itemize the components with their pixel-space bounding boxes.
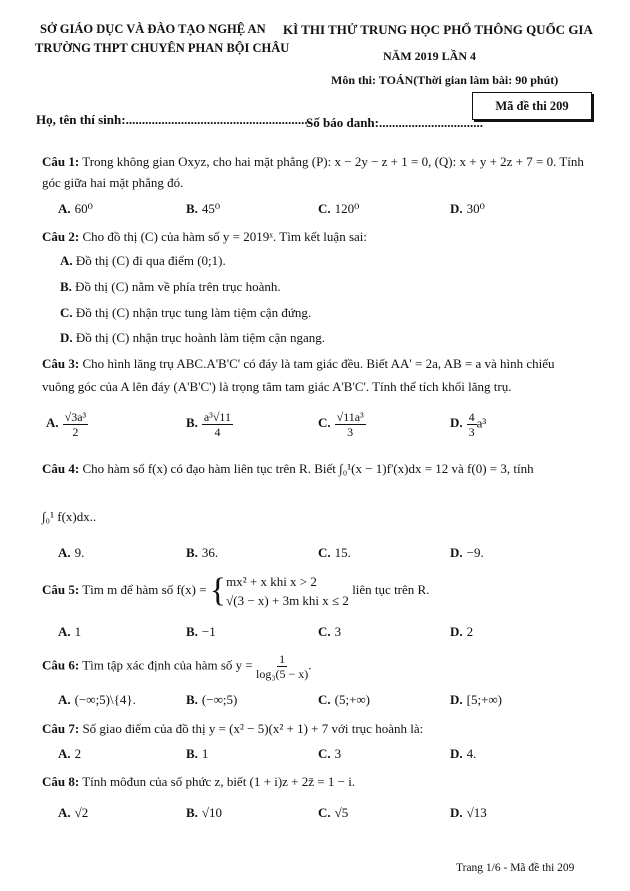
q2-option-d: D. Đồ thị (C) nhận trục hoành làm tiệm cận ngang. xyxy=(60,330,325,345)
q3-option-b: B. $\frac{\text{a³√11}}{4}$ xyxy=(186,410,231,439)
question-1: Câu 1: Trong không gian Oxyz, cho hai mặt phẳng (P): x − 2y − z + 1 = 0, (Q): x + y + 2z + 7 = 0. Tính xyxy=(42,154,584,169)
q5-case-1: mx² + x khi x > 2 xyxy=(226,574,317,589)
q4-option-a: A. 9. xyxy=(58,545,85,560)
question-8: Câu 8: Tính môđun của số phức z, biết (1 + i)z + 2z̄ = 1 − i. xyxy=(42,774,356,789)
q1-option-d: D. 30⁰ xyxy=(450,201,485,216)
page-footer: Trang 1/6 - Mã đề thi 209 xyxy=(456,862,575,874)
q5-case-2: √(3 − x) + 3m khi x ≤ 2 xyxy=(226,593,349,608)
candidate-name-field: Họ, tên thí sinh:......................................................... xyxy=(36,112,311,127)
q5-option-a: A. 1 xyxy=(58,624,82,639)
q2-option-a: A. Đồ thị (C) đi qua điểm (0;1). xyxy=(60,253,226,268)
question-6: Câu 6: Tìm tập xác định của hàm số y = $\frac{1}{\text{log₃(5 − x)}}$ . xyxy=(42,652,312,681)
q6-option-a: A. (−∞;5)\{4}. xyxy=(58,692,136,707)
question-1-text-2: góc giữa hai mặt phẳng đó. xyxy=(42,175,184,190)
question-4: Câu 4: Cho hàm số f(x) có đạo hàm liên tục trên R. Biết ∫₀¹(x − 1)f'(x)dx = 12 và f(0) = 3, tính xyxy=(42,461,534,476)
question-7: Câu 7: Số giao điểm của đồ thị y = (x² − 5)(x² + 1) + 7 với trục hoành là: xyxy=(42,721,424,736)
q5-option-d: D. 2 xyxy=(450,624,474,639)
q1-option-c: C. 120⁰ xyxy=(318,201,360,216)
q8-option-d: D. √13 xyxy=(450,805,487,820)
q7-option-d: D. 4. xyxy=(450,746,477,761)
question-1-text: Trong không gian Oxyz, cho hai mặt phẳng (P): x − 2y − z + 1 = 0, (Q): x + y + 2z + 7 = 0. Tính xyxy=(82,154,584,169)
q2-option-b: B. Đồ thị (C) nằm về phía trên trục hoành. xyxy=(60,279,281,294)
question-4-text-2: ∫₀¹ f(x)dx.. xyxy=(42,509,97,524)
question-3: Câu 3: Cho hình lăng trụ ABC.A'B'C' có đáy là tam giác đều. Biết AA' = 2a, AB = a và hình chiếu xyxy=(42,356,555,371)
q5-option-c: C. 3 xyxy=(318,624,342,639)
q8-option-a: A. √2 xyxy=(58,805,89,820)
department-name: SỞ GIÁO DỤC VÀ ĐÀO TẠO NGHỆ AN xyxy=(40,22,266,36)
q6-option-d: D. [5;+∞) xyxy=(450,692,503,707)
school-name: TRƯỜNG THPT CHUYÊN PHAN BỘI CHÂU xyxy=(35,41,290,55)
q6-option-c: C. (5;+∞) xyxy=(318,692,371,707)
q3-option-c: C. $\frac{\text{√11a³}}{3}$ xyxy=(318,410,364,439)
q2-option-c: C. Đồ thị (C) nhận trục tung làm tiệm cận đứng. xyxy=(60,305,312,320)
q7-option-b: B. 1 xyxy=(186,746,209,761)
question-5: Câu 5: Tìm m để hàm số f(x) = { mx² + x khi x > 2 √(3 − x) + 3m khi x ≤ 2 liên tục trên R. xyxy=(42,572,430,609)
q7-option-c: C. 3 xyxy=(318,746,342,761)
exam-code-box xyxy=(472,92,592,120)
exam-year: NĂM 2019 LẦN 4 xyxy=(383,49,476,63)
exam-title: KÌ THI THỬ TRUNG HỌC PHỔ THÔNG QUỐC GIA xyxy=(283,22,593,37)
q8-option-b: B. √10 xyxy=(186,805,223,820)
q8-option-c: C. √5 xyxy=(318,805,349,820)
question-2: Câu 2: Cho đồ thị (C) của hàm số y = 2019ˣ. Tìm kết luận sai: xyxy=(42,229,367,244)
q4-option-d: D. −9. xyxy=(450,545,484,560)
q1-option-a: A. 60⁰ xyxy=(58,201,93,216)
q1-option-b: B. 45⁰ xyxy=(186,201,221,216)
q4-option-c: C. 15. xyxy=(318,545,351,560)
q4-option-b: B. 36. xyxy=(186,545,219,560)
exam-subject: Môn thi: TOÁN(Thời gian làm bài: 90 phút) xyxy=(331,73,559,87)
q3-option-a: A. $\frac{\text{√3a³}}{2}$ xyxy=(46,410,87,439)
q5-option-b: B. −1 xyxy=(186,624,216,639)
q6-option-b: B. (−∞;5) xyxy=(186,692,238,707)
question-3-text-2: vuông góc của A lên đáy (A'B'C') là trọng tâm tam giác A'B'C'. Tính thể tích khối lăng trụ. xyxy=(42,379,512,394)
q7-option-a: A. 2 xyxy=(58,746,82,761)
q3-option-d: D. $\frac{4}{3}$ a³ xyxy=(450,410,487,439)
exam-code: Mã đề thi 209 xyxy=(495,98,569,113)
candidate-number-field: Số báo danh:................................ xyxy=(306,115,483,130)
